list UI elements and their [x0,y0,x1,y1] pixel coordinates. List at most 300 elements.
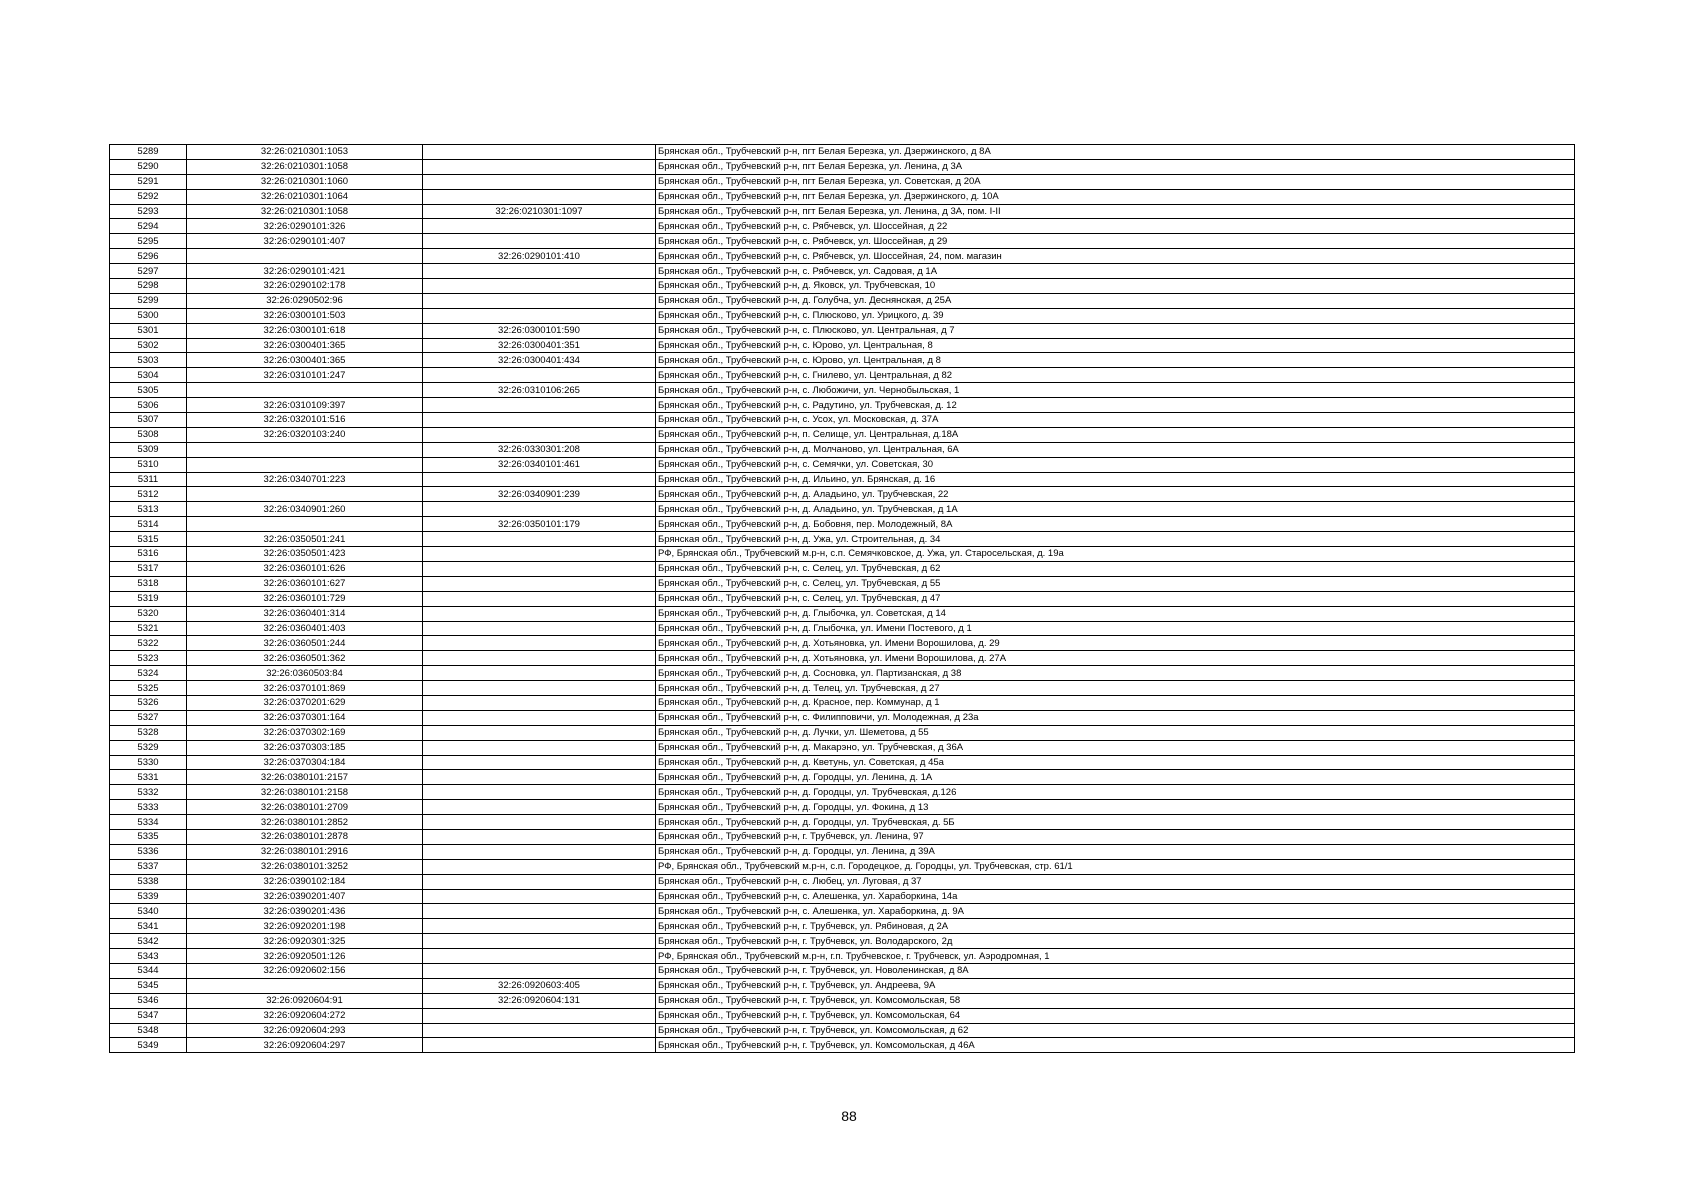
premises-cadastral-number-cell: 32:26:0920604:131 [423,993,656,1008]
row-number-cell: 5310 [110,457,187,472]
premises-cadastral-number-cell [423,264,656,279]
address-cell: Брянская обл., Трубчевский р-н, д. Ужа, ул. Строительная, д. 34 [656,532,1575,547]
premises-cadastral-number-cell [423,1008,656,1023]
table-row [110,547,1575,562]
table-row [110,249,1575,264]
row-number-cell: 5292 [110,189,187,204]
cadastral-number-cell: 32:26:0920301:325 [187,934,423,949]
table-row [110,710,1575,725]
premises-cadastral-number-cell [423,576,656,591]
cadastral-number-cell: 32:26:0300401:365 [187,353,423,368]
row-number-cell: 5338 [110,874,187,889]
table-row [110,621,1575,636]
row-number-cell: 5295 [110,234,187,249]
address-cell: Брянская обл., Трубчевский р-н, д. Макарэно, ул. Трубчевская, д 36А [656,740,1575,755]
row-number-cell: 5346 [110,993,187,1008]
premises-cadastral-number-cell [423,740,656,755]
premises-cadastral-number-cell [423,279,656,294]
table-row [110,234,1575,249]
row-number-cell: 5299 [110,293,187,308]
address-cell: Брянская обл., Трубчевский р-н, д. Кветунь, ул. Советская, д 45а [656,755,1575,770]
table-row [110,219,1575,234]
address-cell: Брянская обл., Трубчевский р-н, с. Рябчевск, ул. Садовая, д 1А [656,264,1575,279]
table-row [110,532,1575,547]
address-cell: РФ, Брянская обл., Трубчевский м.р-н, с.п. Семячковское, д. Ужа, ул. Старосельская, д. 19а [656,547,1575,562]
premises-cadastral-number-cell [423,532,656,547]
premises-cadastral-number-cell [423,398,656,413]
cadastral-number-cell [187,383,423,398]
table-row [110,636,1575,651]
cadastral-number-cell: 32:26:0370303:185 [187,740,423,755]
row-number-cell: 5327 [110,710,187,725]
cadastral-number-cell: 32:26:0360101:626 [187,561,423,576]
table-row [110,308,1575,323]
address-cell: Брянская обл., Трубчевский р-н, с. Алешенка, ул. Хараборкина, д. 9А [656,904,1575,919]
address-cell: Брянская обл., Трубчевский р-н, д. Городцы, ул. Ленина, д. 1А [656,770,1575,785]
address-cell: Брянская обл., Трубчевский р-н, г. Трубчевск, ул. Ленина, 97 [656,829,1575,844]
cadastral-number-cell: 32:26:0210301:1060 [187,174,423,189]
cadastral-number-cell: 32:26:0320103:240 [187,427,423,442]
table-row [110,1023,1575,1038]
premises-cadastral-number-cell [423,770,656,785]
address-cell: Брянская обл., Трубчевский р-н, с. Рябчевск, ул. Шоссейная, д 22 [656,219,1575,234]
cadastral-number-cell: 32:26:0380101:2158 [187,785,423,800]
cadastral-number-cell: 32:26:0390201:436 [187,904,423,919]
table-row [110,606,1575,621]
row-number-cell: 5324 [110,666,187,681]
table-row [110,472,1575,487]
address-cell: Брянская обл., Трубчевский р-н, с. Рябчевск, ул. Шоссейная, 24, пом. магазин [656,249,1575,264]
cadastral-number-cell: 32:26:0370101:869 [187,681,423,696]
cadastral-number-cell: 32:26:0370304:184 [187,755,423,770]
table-row [110,815,1575,830]
cadastral-number-cell: 32:26:0210301:1053 [187,145,423,160]
table-row [110,576,1575,591]
table-row [110,681,1575,696]
cadastral-number-cell: 32:26:0300401:365 [187,338,423,353]
premises-cadastral-number-cell: 32:26:0290101:410 [423,249,656,264]
table-row [110,145,1575,160]
row-number-cell: 5320 [110,606,187,621]
table-row [110,666,1575,681]
row-number-cell: 5305 [110,383,187,398]
table-row [110,1038,1575,1053]
address-cell: Брянская обл., Трубчевский р-н, пгт Белая Березка, ул. Советская, д 20А [656,174,1575,189]
row-number-cell: 5331 [110,770,187,785]
table-row [110,338,1575,353]
premises-cadastral-number-cell [423,695,656,710]
table-row [110,770,1575,785]
address-cell: Брянская обл., Трубчевский р-н, с. Юрово, ул. Центральная, 8 [656,338,1575,353]
address-cell: Брянская обл., Трубчевский р-н, г. Трубчевск, ул. Комсомольская, д 62 [656,1023,1575,1038]
premises-cadastral-number-cell [423,368,656,383]
address-cell: Брянская обл., Трубчевский р-н, с. Гнилево, ул. Центральная, д 82 [656,368,1575,383]
premises-cadastral-number-cell [423,293,656,308]
address-cell: Брянская обл., Трубчевский р-н, д. Телец, ул. Трубчевская, д 27 [656,681,1575,696]
cadastral-number-cell [187,457,423,472]
address-cell: Брянская обл., Трубчевский р-н, с. Любожичи, ул. Чернобыльская, 1 [656,383,1575,398]
premises-cadastral-number-cell [423,666,656,681]
row-number-cell: 5298 [110,279,187,294]
row-number-cell: 5301 [110,323,187,338]
cadastral-number-cell: 32:26:0380101:2157 [187,770,423,785]
table-row [110,740,1575,755]
address-cell: Брянская обл., Трубчевский р-н, д. Голубча, ул. Деснянская, д 25А [656,293,1575,308]
property-table [109,144,1575,1053]
table-row [110,591,1575,606]
row-number-cell: 5294 [110,219,187,234]
premises-cadastral-number-cell: 32:26:0330301:208 [423,442,656,457]
row-number-cell: 5300 [110,308,187,323]
row-number-cell: 5349 [110,1038,187,1053]
address-cell: Брянская обл., Трубчевский р-н, д. Красное, пер. Коммунар, д 1 [656,695,1575,710]
row-number-cell: 5326 [110,695,187,710]
row-number-cell: 5308 [110,427,187,442]
table-row [110,859,1575,874]
premises-cadastral-number-cell [423,785,656,800]
address-cell: Брянская обл., Трубчевский р-н, д. Молчаново, ул. Центральная, 6А [656,442,1575,457]
cadastral-number-cell: 32:26:0390102:184 [187,874,423,889]
table-row [110,204,1575,219]
table-row [110,293,1575,308]
row-number-cell: 5296 [110,249,187,264]
premises-cadastral-number-cell [423,815,656,830]
table-row [110,889,1575,904]
cadastral-number-cell: 32:26:0920501:126 [187,949,423,964]
cadastral-number-cell: 32:26:0380101:2916 [187,844,423,859]
table-row [110,413,1575,428]
cadastral-number-cell: 32:26:0290101:326 [187,219,423,234]
table-row [110,949,1575,964]
cadastral-number-cell [187,442,423,457]
row-number-cell: 5330 [110,755,187,770]
premises-cadastral-number-cell: 32:26:0310106:265 [423,383,656,398]
address-cell: РФ, Брянская обл., Трубчевский м.р-н, с.п. Городецкое, д. Городцы, ул. Трубчевская, стр. 61/1 [656,859,1575,874]
table-row [110,725,1575,740]
cadastral-number-cell: 32:26:0290101:407 [187,234,423,249]
premises-cadastral-number-cell [423,472,656,487]
premises-cadastral-number-cell [423,949,656,964]
address-cell: Брянская обл., Трубчевский р-н, г. Трубчевск, ул. Андреева, 9А [656,978,1575,993]
premises-cadastral-number-cell [423,145,656,160]
address-cell: Брянская обл., Трубчевский р-н, с. Плюсково, ул. Урицкого, д. 39 [656,308,1575,323]
cadastral-number-cell: 32:26:0360101:627 [187,576,423,591]
address-cell: Брянская обл., Трубчевский р-н, с. Филипповичи, ул. Молодежная, д 23а [656,710,1575,725]
address-cell: Брянская обл., Трубчевский р-н, д. Лучки, ул. Шеметова, д 55 [656,725,1575,740]
table-row [110,800,1575,815]
row-number-cell: 5336 [110,844,187,859]
premises-cadastral-number-cell: 32:26:0210301:1097 [423,204,656,219]
row-number-cell: 5345 [110,978,187,993]
table-row [110,487,1575,502]
premises-cadastral-number-cell [423,800,656,815]
premises-cadastral-number-cell [423,1038,656,1053]
premises-cadastral-number-cell [423,755,656,770]
table-row [110,919,1575,934]
premises-cadastral-number-cell [423,219,656,234]
cadastral-number-cell: 32:26:0360401:403 [187,621,423,636]
row-number-cell: 5335 [110,829,187,844]
address-cell: Брянская обл., Трубчевский р-н, пгт Белая Березка, ул. Дзержинского, д 8А [656,145,1575,160]
premises-cadastral-number-cell [423,1023,656,1038]
row-number-cell: 5343 [110,949,187,964]
cadastral-number-cell: 32:26:0920604:272 [187,1008,423,1023]
address-cell: Брянская обл., Трубчевский р-н, д. Городцы, ул. Трубчевская, д.126 [656,785,1575,800]
table-row [110,963,1575,978]
premises-cadastral-number-cell: 32:26:0300401:434 [423,353,656,368]
address-cell: Брянская обл., Трубчевский р-н, с. Юрово, ул. Центральная, д 8 [656,353,1575,368]
premises-cadastral-number-cell [423,859,656,874]
table-row [110,517,1575,532]
row-number-cell: 5307 [110,413,187,428]
cadastral-number-cell: 32:26:0380101:3252 [187,859,423,874]
address-cell: Брянская обл., Трубчевский р-н, д. Ильино, ул. Брянская, д. 16 [656,472,1575,487]
premises-cadastral-number-cell: 32:26:0340101:461 [423,457,656,472]
address-cell: Брянская обл., Трубчевский р-н, д. Аладьино, ул. Трубчевская, д 1А [656,502,1575,517]
address-cell: Брянская обл., Трубчевский р-н, д. Аладьино, ул. Трубчевская, 22 [656,487,1575,502]
premises-cadastral-number-cell [423,591,656,606]
table-row [110,561,1575,576]
cadastral-number-cell: 32:26:0290101:421 [187,264,423,279]
row-number-cell: 5313 [110,502,187,517]
premises-cadastral-number-cell: 32:26:0300401:351 [423,338,656,353]
table-row [110,829,1575,844]
cadastral-number-cell: 32:26:0350501:423 [187,547,423,562]
row-number-cell: 5333 [110,800,187,815]
page-number: 88 [841,1108,857,1124]
row-number-cell: 5304 [110,368,187,383]
table-row [110,978,1575,993]
cadastral-number-cell: 32:26:0390201:407 [187,889,423,904]
table-row [110,189,1575,204]
premises-cadastral-number-cell [423,874,656,889]
table-row [110,279,1575,294]
row-number-cell: 5312 [110,487,187,502]
cadastral-number-cell: 32:26:0370302:169 [187,725,423,740]
premises-cadastral-number-cell [423,621,656,636]
address-cell: Брянская обл., Трубчевский р-н, с. Любец, ул. Луговая, д 37 [656,874,1575,889]
table-row [110,844,1575,859]
row-number-cell: 5314 [110,517,187,532]
table-row [110,427,1575,442]
cadastral-number-cell: 32:26:0920604:91 [187,993,423,1008]
address-cell: Брянская обл., Трубчевский р-н, с. Селец, ул. Трубчевская, д 55 [656,576,1575,591]
premises-cadastral-number-cell [423,174,656,189]
row-number-cell: 5309 [110,442,187,457]
premises-cadastral-number-cell: 32:26:0300101:590 [423,323,656,338]
address-cell: Брянская обл., Трубчевский р-н, с. Селец, ул. Трубчевская, д 47 [656,591,1575,606]
table-row [110,502,1575,517]
table-row [110,755,1575,770]
cadastral-number-cell: 32:26:0380101:2878 [187,829,423,844]
cadastral-number-cell: 32:26:0920602:156 [187,963,423,978]
address-cell: Брянская обл., Трубчевский р-н, г. Трубчевск, ул. Комсомольская, 58 [656,993,1575,1008]
premises-cadastral-number-cell [423,681,656,696]
table-row [110,904,1575,919]
row-number-cell: 5340 [110,904,187,919]
row-number-cell: 5321 [110,621,187,636]
premises-cadastral-number-cell [423,651,656,666]
row-number-cell: 5328 [110,725,187,740]
table-row [110,383,1575,398]
premises-cadastral-number-cell [423,413,656,428]
cadastral-number-cell [187,249,423,264]
cadastral-number-cell: 32:26:0350501:241 [187,532,423,547]
address-cell: Брянская обл., Трубчевский р-н, с. Семячки, ул. Советская, 30 [656,457,1575,472]
row-number-cell: 5315 [110,532,187,547]
address-cell: Брянская обл., Трубчевский р-н, д. Глыбочка, ул. Советская, д 14 [656,606,1575,621]
row-number-cell: 5347 [110,1008,187,1023]
premises-cadastral-number-cell: 32:26:0340901:239 [423,487,656,502]
address-cell: Брянская обл., Трубчевский р-н, д. Сосновка, ул. Партизанская, д 38 [656,666,1575,681]
row-number-cell: 5316 [110,547,187,562]
table-row [110,174,1575,189]
cadastral-number-cell: 32:26:0340901:260 [187,502,423,517]
cadastral-number-cell: 32:26:0320101:516 [187,413,423,428]
cadastral-number-cell: 32:26:0300101:503 [187,308,423,323]
premises-cadastral-number-cell [423,844,656,859]
address-cell: Брянская обл., Трубчевский р-н, г. Трубчевск, ул. Рябиновая, д 2А [656,919,1575,934]
table-row [110,695,1575,710]
cadastral-number-cell [187,517,423,532]
row-number-cell: 5325 [110,681,187,696]
address-cell: Брянская обл., Трубчевский р-н, д. Городцы, ул. Фокина, д 13 [656,800,1575,815]
table-row [110,934,1575,949]
premises-cadastral-number-cell [423,561,656,576]
row-number-cell: 5319 [110,591,187,606]
row-number-cell: 5318 [110,576,187,591]
cadastral-number-cell: 32:26:0380101:2852 [187,815,423,830]
cadastral-number-cell: 32:26:0920201:198 [187,919,423,934]
cadastral-number-cell: 32:26:0210301:1058 [187,204,423,219]
row-number-cell: 5306 [110,398,187,413]
premises-cadastral-number-cell [423,710,656,725]
table-row [110,323,1575,338]
premises-cadastral-number-cell: 32:26:0920603:405 [423,978,656,993]
table-row [110,368,1575,383]
row-number-cell: 5332 [110,785,187,800]
row-number-cell: 5297 [110,264,187,279]
premises-cadastral-number-cell [423,427,656,442]
cadastral-number-cell: 32:26:0290502:96 [187,293,423,308]
address-cell: Брянская обл., Трубчевский р-н, д. Хотьяновка, ул. Имени Ворошилова, д. 29 [656,636,1575,651]
cadastral-number-cell: 32:26:0300101:618 [187,323,423,338]
cadastral-number-cell: 32:26:0370301:164 [187,710,423,725]
table-row [110,1008,1575,1023]
row-number-cell: 5329 [110,740,187,755]
cadastral-number-cell: 32:26:0340701:223 [187,472,423,487]
table-row [110,398,1575,413]
cadastral-number-cell [187,487,423,502]
row-number-cell: 5303 [110,353,187,368]
address-cell: Брянская обл., Трубчевский р-н, д. Глыбочка, ул. Имени Постевого, д 1 [656,621,1575,636]
cadastral-number-cell: 32:26:0290102:178 [187,279,423,294]
row-number-cell: 5337 [110,859,187,874]
premises-cadastral-number-cell: 32:26:0350101:179 [423,517,656,532]
address-cell: Брянская обл., Трубчевский р-н, пгт Белая Березка, ул. Ленина, д 3А, пом. I-II [656,204,1575,219]
address-cell: Брянская обл., Трубчевский р-н, г. Трубчевск, ул. Новоленинская, д 8А [656,963,1575,978]
premises-cadastral-number-cell [423,725,656,740]
premises-cadastral-number-cell [423,159,656,174]
premises-cadastral-number-cell [423,234,656,249]
address-cell: РФ, Брянская обл., Трубчевский м.р-н, г.п. Трубчевское, г. Трубчевск, ул. Аэродромная, 1 [656,949,1575,964]
row-number-cell: 5323 [110,651,187,666]
row-number-cell: 5339 [110,889,187,904]
row-number-cell: 5302 [110,338,187,353]
cadastral-number-cell: 32:26:0380101:2709 [187,800,423,815]
cadastral-number-cell: 32:26:0370201:629 [187,695,423,710]
premises-cadastral-number-cell [423,934,656,949]
premises-cadastral-number-cell [423,889,656,904]
address-cell: Брянская обл., Трубчевский р-н, г. Трубчевск, ул. Комсомольская, д 46А [656,1038,1575,1053]
premises-cadastral-number-cell [423,502,656,517]
cadastral-number-cell: 32:26:0920604:297 [187,1038,423,1053]
address-cell: Брянская обл., Трубчевский р-н, г. Трубчевск, ул. Володарского, 2д [656,934,1575,949]
address-cell: Брянская обл., Трубчевский р-н, с. Плюсково, ул. Центральная, д 7 [656,323,1575,338]
row-number-cell: 5348 [110,1023,187,1038]
address-cell: Брянская обл., Трубчевский р-н, с. Селец, ул. Трубчевская, д 62 [656,561,1575,576]
table-body [110,145,1575,1053]
address-cell: Брянская обл., Трубчевский р-н, пгт Белая Березка, ул. Дзержинского, д. 10А [656,189,1575,204]
cadastral-number-cell: 32:26:0920604:293 [187,1023,423,1038]
row-number-cell: 5290 [110,159,187,174]
premises-cadastral-number-cell [423,308,656,323]
table-row [110,442,1575,457]
cadastral-number-cell: 32:26:0360503:84 [187,666,423,681]
cadastral-number-cell: 32:26:0310109:397 [187,398,423,413]
table-row [110,353,1575,368]
row-number-cell: 5341 [110,919,187,934]
cadastral-number-cell: 32:26:0210301:1064 [187,189,423,204]
row-number-cell: 5311 [110,472,187,487]
premises-cadastral-number-cell [423,963,656,978]
address-cell: Брянская обл., Трубчевский р-н, с. Усох, ул. Московская, д. 37А [656,413,1575,428]
row-number-cell: 5344 [110,963,187,978]
address-cell: Брянская обл., Трубчевский р-н, д. Городцы, ул. Трубчевская, д. 5Б [656,815,1575,830]
premises-cadastral-number-cell [423,547,656,562]
address-cell: Брянская обл., Трубчевский р-н, с. Рябчевск, ул. Шоссейная, д 29 [656,234,1575,249]
address-cell: Брянская обл., Трубчевский р-н, с. Алешенка, ул. Хараборкина, 14а [656,889,1575,904]
table-row [110,874,1575,889]
cadastral-number-cell: 32:26:0310101:247 [187,368,423,383]
address-cell: Брянская обл., Трубчевский р-н, д. Городцы, ул. Ленина, д 39А [656,844,1575,859]
row-number-cell: 5293 [110,204,187,219]
row-number-cell: 5322 [110,636,187,651]
address-cell: Брянская обл., Трубчевский р-н, д. Бобовня, пер. Молодежный, 8А [656,517,1575,532]
table-row [110,457,1575,472]
cadastral-number-cell: 32:26:0360501:244 [187,636,423,651]
cadastral-number-cell: 32:26:0360101:729 [187,591,423,606]
premises-cadastral-number-cell [423,189,656,204]
table-row [110,651,1575,666]
row-number-cell: 5334 [110,815,187,830]
table-row [110,785,1575,800]
row-number-cell: 5342 [110,934,187,949]
table-row [110,159,1575,174]
address-cell: Брянская обл., Трубчевский р-н, д. Хотьяновка, ул. Имени Ворошилова, д. 27А [656,651,1575,666]
address-cell: Брянская обл., Трубчевский р-н, д. Яковск, ул. Трубчевская, 10 [656,279,1575,294]
address-cell: Брянская обл., Трубчевский р-н, г. Трубчевск, ул. Комсомольская, 64 [656,1008,1575,1023]
table-row [110,264,1575,279]
premises-cadastral-number-cell [423,606,656,621]
table-row [110,993,1575,1008]
cadastral-number-cell [187,978,423,993]
premises-cadastral-number-cell [423,636,656,651]
premises-cadastral-number-cell [423,829,656,844]
row-number-cell: 5291 [110,174,187,189]
row-number-cell: 5317 [110,561,187,576]
address-cell: Брянская обл., Трубчевский р-н, пгт Белая Березка, ул. Ленина, д 3А [656,159,1575,174]
